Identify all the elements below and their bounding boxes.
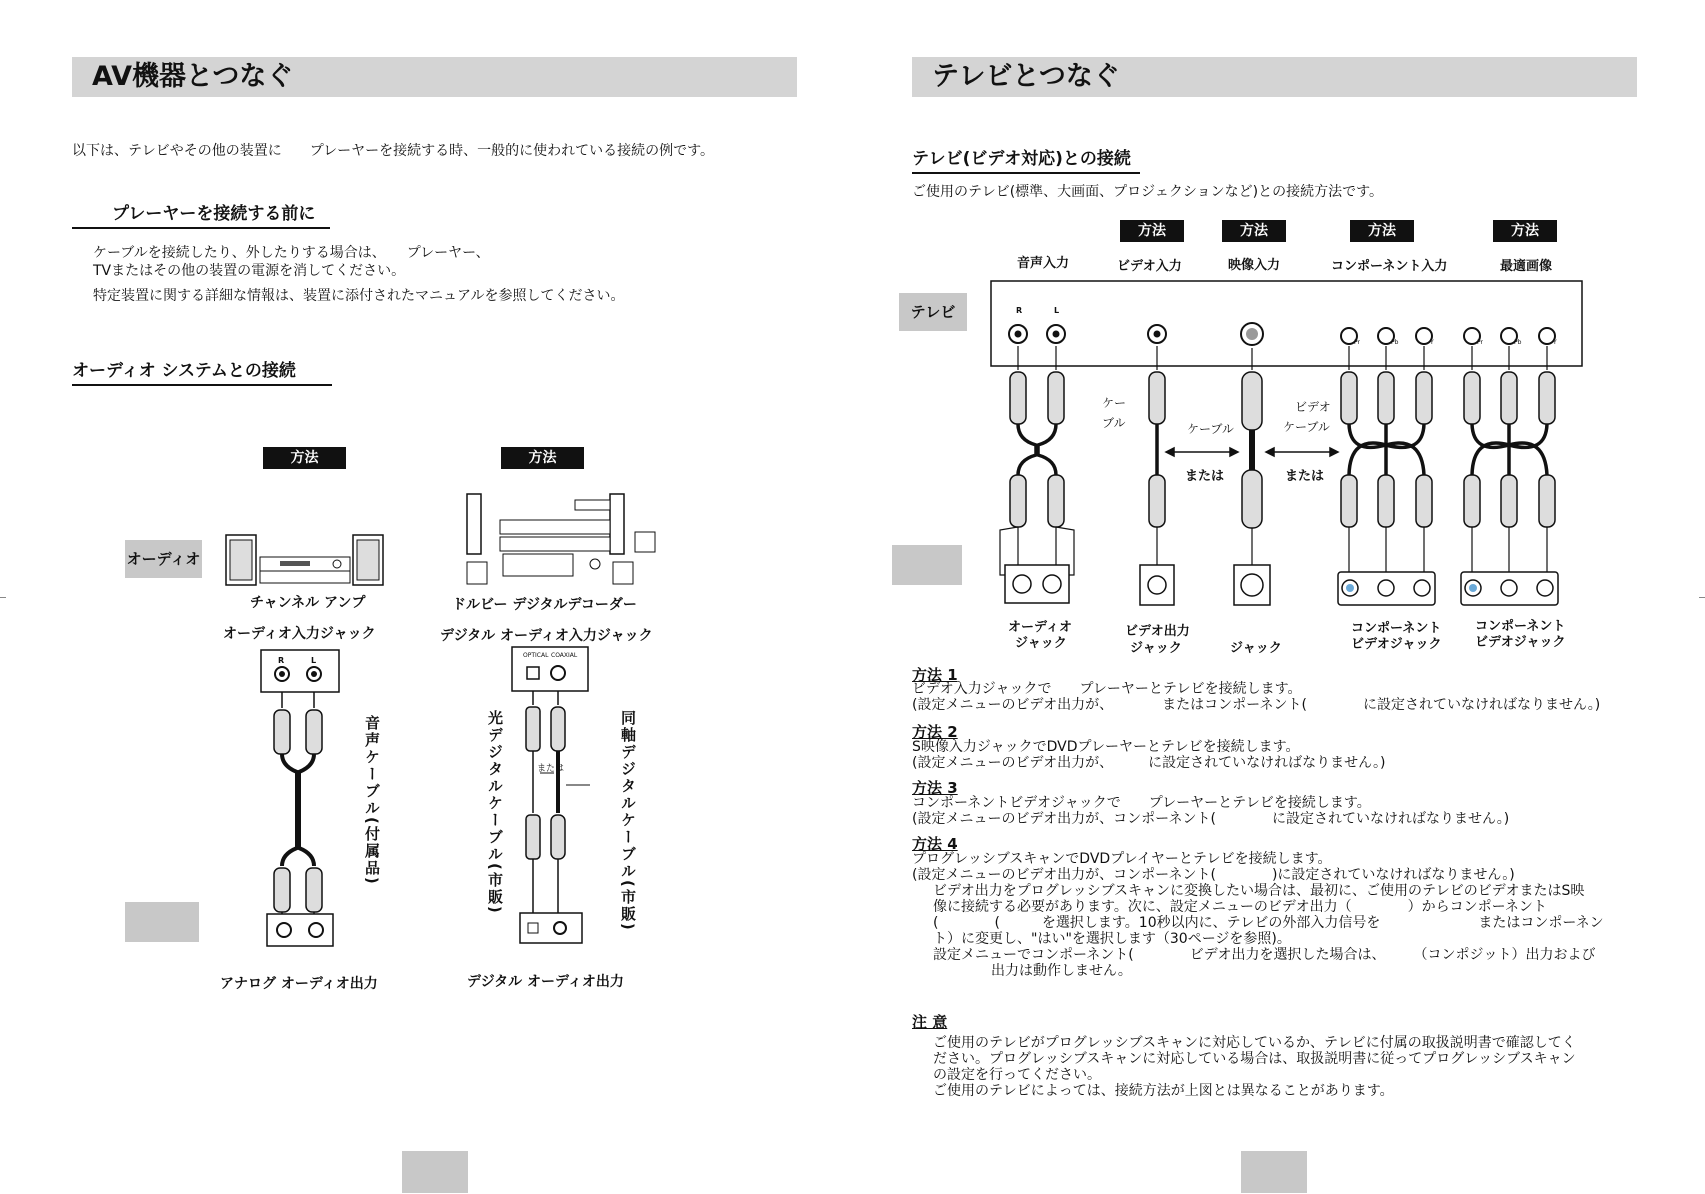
digital-out-label: デジタル オーディオ出力 <box>467 974 624 990</box>
amp-jack-label: オーディオ入力ジャック <box>223 626 376 642</box>
analog-cable-diagram <box>255 648 345 948</box>
col-video-in: ビデオ入力 <box>1117 259 1182 274</box>
jack-l-label: L <box>311 656 317 665</box>
amp-label: チャンネル アンプ <box>250 595 366 611</box>
comp2-jack-label-2: ビデオジャック <box>1475 635 1566 650</box>
or-label-1: または <box>1185 469 1225 484</box>
before-line-1: ケーブルを接続したり、外したりする場合は、 プレーヤー、 <box>93 245 490 261</box>
method-4-head: 方法 4 <box>912 835 958 853</box>
note-line-4: ご使用のテレビによっては、接続方法が上図とは異なることがあります。 <box>933 1083 1394 1099</box>
tv-intro: ご使用のテレビ(標準、大画面、プロジェクションなど)との接続方法です。 <box>912 184 1383 200</box>
video-label: ビデオ <box>1295 400 1331 414</box>
tv-jack-l: L <box>1054 306 1060 315</box>
method-1-line-2: (設定メニューのビデオ出力が、 またはコンポーネント( に設定されていなければなりません。) <box>912 697 1601 713</box>
method-4-line-6: ト）に変更し、"はい"を選択します（30ページを参照)。 <box>933 931 1291 947</box>
cable-buru: ブル <box>1102 416 1126 430</box>
tv-connection-diagram <box>990 280 1585 610</box>
page-number-box-right <box>1241 1151 1307 1193</box>
method-4-line-4: 像に接続する必要があります。次に、設定メニューのビデオ出力（ ）からコンポーネント <box>933 899 1547 915</box>
cable-ke: ケー <box>1102 396 1127 410</box>
page-title-right: テレビとつなぐ <box>912 57 1637 97</box>
video-out-label-1: ビデオ出力 <box>1125 624 1190 639</box>
tv-heading: テレビ(ビデオ対応)との接続 <box>912 144 1140 174</box>
digital-cable-diagram <box>510 645 590 945</box>
comp2-jack-label-1: コンポーネント <box>1475 619 1566 634</box>
method-4-line-2: (設定メニューのビデオ出力が、コンポーネント( )に設定されていなければなりません。) <box>912 867 1515 883</box>
tv-label-box: テレビ <box>899 293 967 331</box>
tv-jack-r: R <box>1016 306 1023 315</box>
player-placeholder-box-right <box>892 545 962 585</box>
method-tag-b: 方法 <box>501 447 584 469</box>
before-heading: プレーヤーを接続する前に <box>72 199 330 229</box>
method-2-head: 方法 2 <box>912 723 958 741</box>
page-number-box-left <box>402 1151 468 1193</box>
note-head: 注 意 <box>912 1013 948 1031</box>
method-4-line-5: ( ( を選択します。10秒以内に、テレビの外部入力信号を またはコンポーネン <box>933 915 1604 931</box>
tv-pb-1: Pb <box>1391 339 1399 346</box>
method-tag-1: 方法 <box>1120 220 1184 242</box>
video-cable-label: ケーブル <box>1283 420 1330 434</box>
audio-jack-label-2: ジャック <box>1015 636 1067 651</box>
or-label-2: または <box>1285 469 1325 484</box>
method-tag-4: 方法 <box>1493 220 1557 242</box>
audio-heading: オーディオ システムとの接続 <box>72 356 332 386</box>
method-4-line-8: 出力は動作しません。 <box>991 963 1132 979</box>
before-line-3: 特定装置に関する詳細な情報は、装置に添付されたマニュアルを参照してください。 <box>93 288 625 304</box>
crop-mark <box>0 597 6 598</box>
method-3-line-1: コンポーネントビデオジャックで プレーヤーとテレビを接続します。 <box>912 795 1371 811</box>
method-1-head: 方法 1 <box>912 666 958 684</box>
col-svideo-in: 映像入力 <box>1228 258 1281 273</box>
method-1-line-1: ビデオ入力ジャックで プレーヤーとテレビを接続します。 <box>912 681 1302 697</box>
method-2-line-2: (設定メニューのビデオ出力が、 に設定されていなければなりません。) <box>912 755 1386 771</box>
audio-jack-label-1: オーディオ <box>1008 620 1072 635</box>
optical-cable-label: 光デジタルケーブル(市販) <box>486 710 504 915</box>
method-2-line-1: S映像入力ジャックでDVDプレーヤーとテレビを接続します。 <box>912 739 1300 755</box>
cable-label: ケーブル <box>1187 422 1234 436</box>
before-line-2: TVまたはその他の装置の電源を消してください。 <box>93 263 406 279</box>
method-4-line-1: プログレッシブスキャンでDVDプレイヤーとテレビを接続します。 <box>912 851 1332 867</box>
method-3-head: 方法 3 <box>912 779 958 797</box>
tv-y-2: Y <box>1553 339 1557 346</box>
comp-jack-label-1: コンポーネント <box>1351 621 1442 636</box>
intro-text: 以下は、テレビやその他の装置に プレーヤーを接続する時、一般的に使われている接続の例です。 <box>72 143 715 159</box>
analog-out-label: アナログ オーディオ出力 <box>220 976 378 992</box>
coaxial-cable-label: 同軸デジタルケーブル(市販) <box>619 710 637 932</box>
or-small-label: または <box>537 764 565 774</box>
tv-pr-1: Pr <box>1354 339 1360 346</box>
col-component-in: コンポーネント入力 <box>1331 259 1448 274</box>
player-placeholder-box <box>125 902 199 942</box>
dolby-label: ドルビー デジタルデコーダー <box>452 597 637 613</box>
col-audio-in: 音声入力 <box>1017 256 1070 271</box>
crop-mark <box>1699 597 1705 598</box>
comp-jack-label-2: ビデオジャック <box>1351 637 1442 652</box>
method-tag-3: 方法 <box>1350 220 1414 242</box>
method-tag-a: 方法 <box>263 447 346 469</box>
dolby-illustration <box>465 492 660 587</box>
note-line-3: の設定を行ってください。 <box>933 1067 1101 1083</box>
note-line-1: ご使用のテレビがプログレッシブスキャンに対応しているか、テレビに付属の取扱説明書で確認してく <box>933 1035 1576 1051</box>
method-4-line-3: ビデオ出力をプログレッシブスキャンに変換したい場合は、最初に、ご使用のテレビのビデオまたはS映 <box>933 883 1585 899</box>
audio-cable-label: 音声ケーブル(付属品) <box>363 715 381 886</box>
amp-illustration <box>225 532 385 587</box>
s-jack-label: ジャック <box>1230 641 1282 656</box>
coaxial-small-label: COAXIAL <box>551 652 578 659</box>
tv-pr-2: Pr <box>1477 339 1483 346</box>
jack-r-label: R <box>278 656 285 665</box>
col-best: 最適画像 <box>1500 259 1553 274</box>
dolby-jack-label: デジタル オーディオ入力ジャック <box>440 628 653 644</box>
audio-label-box: オーディオ <box>125 540 202 578</box>
page-title-left: AV機器とつなぐ <box>72 57 797 97</box>
note-line-2: ださい。プログレッシブスキャンに対応している場合は、取扱説明書に従ってプログレッシブスキャン <box>933 1051 1576 1067</box>
method-4-line-7: 設定メニューでコンポーネント( ビデオ出力を選択した場合は、 （コンポジット）出力および <box>933 947 1596 963</box>
optical-small-label: OPTICAL <box>523 652 549 659</box>
tv-y-1: Y <box>1430 339 1434 346</box>
video-out-label-2: ジャック <box>1130 641 1182 656</box>
method-tag-2: 方法 <box>1222 220 1286 242</box>
method-3-line-2: (設定メニューのビデオ出力が、コンポーネント( に設定されていなければなりません。) <box>912 811 1510 827</box>
tv-pb-2: Pb <box>1514 339 1522 346</box>
